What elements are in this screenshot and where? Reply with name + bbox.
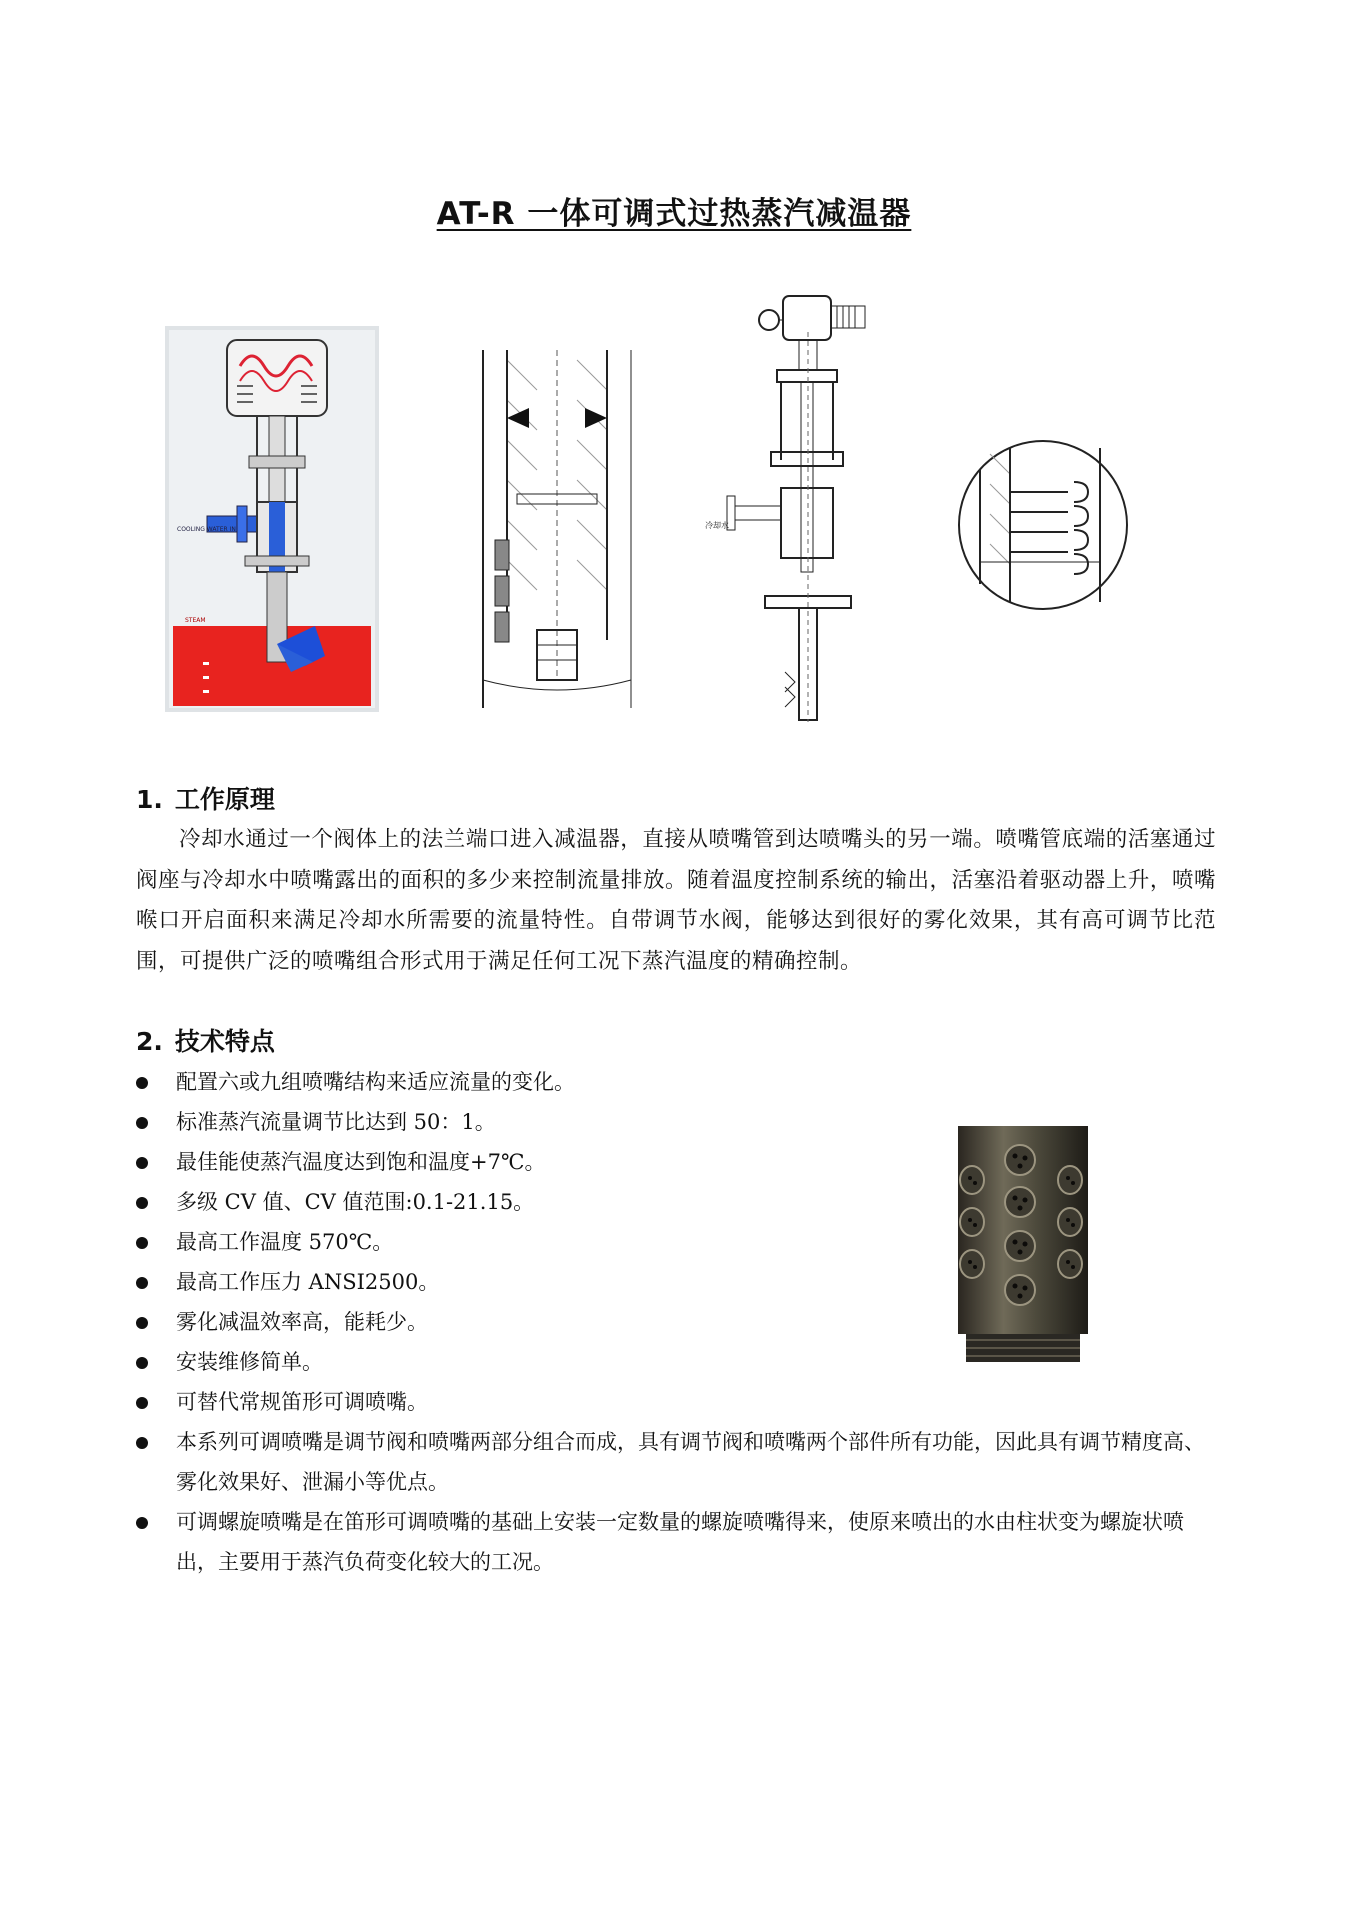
page-title bbox=[0, 188, 1348, 233]
bullet-icon bbox=[136, 1437, 148, 1449]
list-item bbox=[136, 1222, 816, 1262]
bullet-icon bbox=[136, 1157, 148, 1169]
list-item-text: 配置六或九组喷嘴结构来适应流量的变化。 bbox=[176, 1070, 575, 1094]
nozzle-section-drawing bbox=[477, 350, 637, 708]
list-item bbox=[136, 1382, 816, 1422]
nozzle-detail-circle bbox=[950, 434, 1136, 616]
list-item-text: 安装维修简单。 bbox=[176, 1350, 323, 1374]
bullet-icon bbox=[136, 1317, 148, 1329]
list-item-text: 最佳能使蒸汽温度达到饱和温度+7℃。 bbox=[176, 1150, 546, 1174]
list-item bbox=[136, 1062, 816, 1102]
list-item-text: 最高工作温度 570℃。 bbox=[176, 1230, 394, 1254]
bullet-icon bbox=[136, 1357, 148, 1369]
section1-number: 1. bbox=[136, 785, 163, 814]
list-item-text: 可调螺旋喷嘴是在笛形可调喷嘴的基础上安装一定数量的螺旋喷嘴得来，使原来喷出的水由柱状变为螺旋状喷出，主要用于蒸汽负荷变化较大的工况。 bbox=[176, 1510, 1184, 1574]
bullet-icon bbox=[136, 1397, 148, 1409]
list-item-text: 标准蒸汽流量调节比达到 50：1。 bbox=[176, 1110, 496, 1134]
list-item bbox=[136, 1302, 816, 1342]
list-item-text: 多级 CV 值、CV 值范围:0.1-21.15。 bbox=[176, 1190, 535, 1214]
list-item-text: 最高工作压力 ANSI2500。 bbox=[176, 1270, 440, 1294]
svg-text:冷却水: 冷却水 bbox=[705, 521, 729, 530]
svg-text:COOLING WATER IN: COOLING WATER IN bbox=[177, 526, 236, 533]
list-item bbox=[136, 1142, 816, 1182]
section2-number: 2. bbox=[136, 1027, 163, 1056]
list-item bbox=[136, 1502, 1218, 1582]
electric-actuator-drawing bbox=[705, 292, 895, 732]
list-item bbox=[136, 1422, 1218, 1502]
list-item bbox=[136, 1262, 816, 1302]
list-item bbox=[136, 1102, 816, 1142]
bullet-icon bbox=[136, 1117, 148, 1129]
list-item-text: 本系列可调喷嘴是调节阀和喷嘴两部分组合而成，具有调节阀和喷嘴两个部件所有功能，因此具有调节精度高、雾化效果好、泄漏小等优点。 bbox=[176, 1430, 1205, 1494]
page-title-text: AT-R 一体可调式过热蒸汽减温器 bbox=[436, 196, 912, 232]
bullet-icon bbox=[136, 1077, 148, 1089]
bullet-icon bbox=[136, 1197, 148, 1209]
bullet-icon bbox=[136, 1237, 148, 1249]
list-item bbox=[136, 1182, 816, 1222]
list-item bbox=[136, 1342, 816, 1382]
nozzle-head-photo bbox=[952, 1126, 1094, 1362]
section2-heading bbox=[136, 1022, 275, 1058]
bullet-icon bbox=[136, 1277, 148, 1289]
section1-paragraph: 冷却水通过一个阀体上的法兰端口进入减温器，直接从喷嘴管到达喷嘴头的另一端。喷嘴管底端的活塞通过阀座与冷却水中喷嘴露出的面积的多少来控制流量排放。随着温度控制系统的输出，活塞沿着驱动器上升，喷嘴喉口开启面积来满足冷却水所需要的流量特性。自带调节水阀，能够达到很好的雾化效果，其有高可调节比范围，可提供广泛的喷嘴组合形式用于满足任何工况下蒸汽温度的精确控制。 bbox=[136, 827, 1216, 974]
svg-text:STEAM: STEAM bbox=[185, 617, 206, 624]
actuator-diagram-color bbox=[165, 326, 379, 712]
section1-heading bbox=[136, 780, 275, 816]
list-item-text: 雾化减温效率高，能耗少。 bbox=[176, 1310, 428, 1334]
bullet-icon bbox=[136, 1517, 148, 1529]
list-item-text: 可替代常规笛形可调喷嘴。 bbox=[176, 1390, 428, 1414]
section1-title: 工作原理 bbox=[174, 785, 275, 814]
section2-title: 技术特点 bbox=[174, 1027, 275, 1056]
